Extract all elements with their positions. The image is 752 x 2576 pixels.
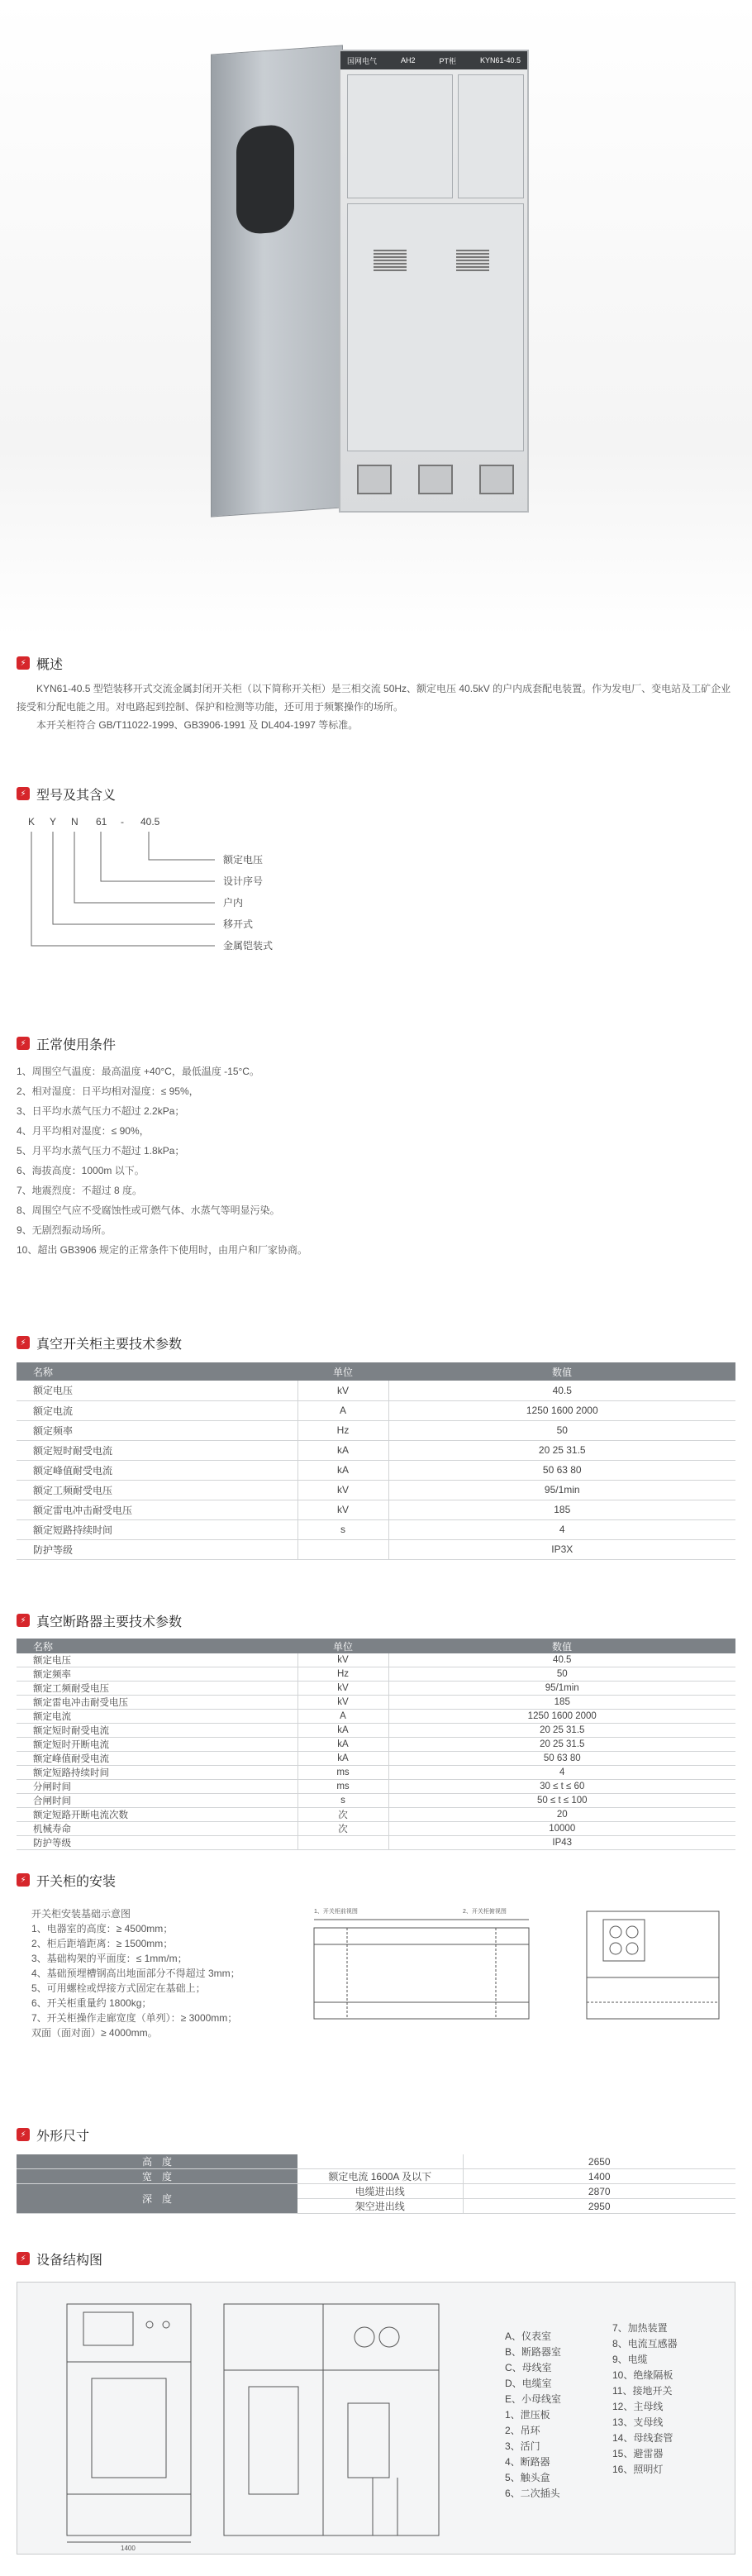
dim-name: 深 度 — [17, 2184, 297, 2214]
table-row — [17, 1836, 735, 1850]
legend-item: 11、接地开关 — [612, 2385, 673, 2397]
legend-item: 4、断路器 — [505, 2456, 550, 2468]
vent-icon — [374, 250, 407, 271]
lightning-icon: ⚡ — [17, 2252, 30, 2265]
param-unit: ms — [297, 1766, 388, 1780]
table-row — [17, 1766, 735, 1780]
lightning-icon: ⚡ — [17, 1037, 30, 1050]
model-char: Y — [50, 816, 57, 828]
install-line: 6、开关柜重量约 1800kg； — [31, 1997, 152, 2009]
lightning-icon: ⚡ — [17, 1873, 30, 1887]
install-line: 7、开关柜操作走廊宽度（单列）：≥ 3000mm； — [31, 2012, 238, 2024]
legend-item: 1、泄压板 — [505, 2409, 550, 2421]
list-item: 3、日平均水蒸气压力不超过 2.2kPa； — [17, 1105, 185, 1117]
dim-condition: 额定电流 1600A 及以下 — [297, 2169, 463, 2184]
param-value: 20 25 31.5 — [388, 1738, 735, 1752]
param-name: 防护等级 — [17, 1539, 297, 1559]
legend-item: 5、触头盒 — [505, 2472, 550, 2483]
param-value: 10000 — [388, 1822, 735, 1836]
drawing-label: 2、开关柜俯视图 — [463, 1909, 507, 1915]
legend-item: 10、绝缘隔板 — [612, 2369, 673, 2381]
param-value: 50 — [388, 1420, 735, 1440]
param-value: 50 63 80 — [388, 1752, 735, 1766]
install-line: 开关柜安装基础示意图 — [31, 1908, 131, 1920]
model-plate: KYN61-40.5 — [479, 56, 521, 64]
brand-label: 国网电气 — [347, 56, 378, 65]
structure-legend-right — [612, 2321, 678, 2478]
table-header: 数值 — [388, 1362, 735, 1381]
param-name: 额定雷电冲击耐受电压 — [17, 1696, 297, 1710]
table-row — [17, 1822, 735, 1836]
legend-item: 8、电流互感器 — [612, 2338, 678, 2349]
param-name: 额定短路持续时间 — [17, 1766, 297, 1780]
instrument-door — [347, 74, 453, 198]
overview-standard: 本开关柜符合 GB/T11022-1999、GB3906-1991 及 DL404-1997 等标准。 — [36, 719, 359, 731]
param-unit — [297, 1836, 388, 1850]
param-unit: s — [297, 1519, 388, 1539]
list-item: 8、周围空气应不受腐蚀性或可燃气体、水蒸气等明显污染。 — [17, 1205, 280, 1216]
param-name: 额定短时耐受电流 — [17, 1724, 297, 1738]
lightning-icon: ⚡ — [17, 1336, 30, 1349]
legend-item: 13、支母线 — [612, 2416, 664, 2428]
install-line: 4、基础预埋槽钢高出地面部分不得超过 3mm； — [31, 1968, 240, 1979]
legend-item: 3、活门 — [505, 2440, 540, 2452]
param-value: 50 ≤ t ≤ 100 — [388, 1794, 735, 1808]
legend-item: B、断路器室 — [505, 2346, 562, 2358]
param-value: 20 25 31.5 — [388, 1440, 735, 1460]
table-row — [17, 1682, 735, 1696]
param-unit: kV — [297, 1500, 388, 1519]
overview-paragraph: KYN61-40.5 型铠装移开式交流金属封闭开关柜（以下简称开关柜）是三相交流 50Hz、额定电压 40.5kV 的户内成套配电装置。作为发电厂、变电站及工矿企业接受和分配电能之用。对电路起到控制、保护和检测等功能，还可用于频繁操作的场所。 — [17, 683, 731, 713]
param-value: 50 — [388, 1667, 735, 1682]
param-value: 20 — [388, 1808, 735, 1822]
vent-icon — [456, 250, 489, 271]
cabinet-top-bar — [340, 51, 527, 69]
section-title: 设备结构图 — [36, 2253, 103, 2268]
param-unit: kV — [297, 1696, 388, 1710]
table-row — [17, 1738, 735, 1752]
legend-item: E、小母线室 — [505, 2393, 562, 2405]
param-name: 合闸时间 — [17, 1794, 297, 1808]
table-row — [17, 1480, 735, 1500]
table-row — [17, 1780, 735, 1794]
install-line: 3、基础构架的平面度：≤ 1mm/m； — [31, 1953, 188, 1964]
install-notes — [31, 1906, 304, 2040]
section-model — [17, 784, 735, 1007]
table-header: 数值 — [388, 1639, 735, 1653]
param-unit: kA — [297, 1440, 388, 1460]
param-value: 185 — [388, 1500, 735, 1519]
hero-product-image — [0, 0, 752, 637]
list-item: 9、无剧烈振动场所。 — [17, 1224, 112, 1236]
param-value: 30 ≤ t ≤ 60 — [388, 1780, 735, 1794]
table-header: 名称 — [17, 1362, 297, 1381]
cable-slot — [418, 465, 453, 494]
model-meaning: 金属铠装式 — [223, 940, 274, 952]
model-char: 40.5 — [140, 816, 160, 828]
install-front-drawing — [297, 1903, 545, 2027]
dim-label: 1400 — [121, 2545, 136, 2552]
section-title: 正常使用条件 — [36, 1038, 117, 1052]
param-value: IP43 — [388, 1836, 735, 1850]
table-row — [17, 1381, 735, 1400]
model-meaning: 额定电压 — [223, 854, 264, 866]
drawing-label: 1、开关柜前视图 — [314, 1909, 358, 1915]
section-title: 真空断路器主要技术参数 — [36, 1615, 183, 1629]
section-structure — [17, 2249, 735, 2563]
param-unit: Hz — [297, 1420, 388, 1440]
table-row — [17, 1460, 735, 1480]
model-char: 61 — [96, 816, 107, 828]
install-side-drawing — [570, 1903, 735, 2027]
model-meaning: 户内 — [223, 897, 244, 909]
table-row — [17, 1653, 735, 1667]
table-row — [17, 1710, 735, 1724]
param-value: 20 25 31.5 — [388, 1724, 735, 1738]
param-name: 额定频率 — [17, 1667, 297, 1682]
table-row — [17, 1500, 735, 1519]
section-vacuum-cabinet — [17, 1333, 735, 1560]
table-row — [17, 1794, 735, 1808]
section-title: 开关柜的安装 — [36, 1874, 117, 1889]
param-name: 额定峰值耐受电流 — [17, 1752, 297, 1766]
param-name: 额定短路持续时间 — [17, 1519, 297, 1539]
param-value: 1250 1600 2000 — [388, 1710, 735, 1724]
param-unit: kA — [297, 1752, 388, 1766]
structure-front-drawing — [42, 2287, 224, 2552]
dim-name: 宽 度 — [17, 2169, 297, 2184]
panel-code: AH2 — [400, 56, 416, 64]
legend-item: 12、主母线 — [612, 2401, 664, 2412]
table-row — [17, 1519, 735, 1539]
section-title: 真空开关柜主要技术参数 — [36, 1337, 183, 1352]
param-name: 机械寿命 — [17, 1822, 297, 1836]
param-value: 1250 1600 2000 — [388, 1400, 735, 1420]
dimensions-table — [17, 2154, 735, 2214]
structure-legend-left — [505, 2329, 561, 2502]
table-row — [17, 1696, 735, 1710]
param-unit: ms — [297, 1780, 388, 1794]
table-row — [17, 1400, 735, 1420]
legend-item: 7、加热装置 — [612, 2322, 668, 2334]
table-header: 单位 — [297, 1639, 388, 1653]
dim-condition — [297, 2154, 463, 2169]
model-char: - — [121, 816, 124, 828]
lightning-icon: ⚡ — [17, 787, 30, 800]
param-unit: kV — [297, 1480, 388, 1500]
param-value: 95/1min — [388, 1480, 735, 1500]
dim-value: 2870 — [463, 2184, 735, 2199]
install-line: 5、可用螺栓或焊接方式固定在基础上； — [31, 1982, 206, 1994]
list-item: 5、月平均水蒸气压力不超过 1.8kPa； — [17, 1145, 185, 1157]
table-row — [17, 1420, 735, 1440]
legend-item: C、母线室 — [505, 2362, 552, 2373]
param-value: 4 — [388, 1519, 735, 1539]
param-unit: 次 — [297, 1808, 388, 1822]
lightning-icon: ⚡ — [17, 2128, 30, 2141]
list-item: 2、相对湿度：日平均相对湿度：≤ 95%， — [17, 1085, 199, 1097]
section-overview — [17, 653, 735, 734]
section-breaker — [17, 1610, 735, 1850]
model-meaning: 移开式 — [223, 918, 254, 930]
table-row — [17, 1808, 735, 1822]
structure-diagram-panel — [17, 2282, 735, 2555]
table-row — [17, 1752, 735, 1766]
list-item: 7、地震烈度：不超过 8 度。 — [17, 1185, 143, 1196]
param-unit: kV — [297, 1653, 388, 1667]
section-conditions — [17, 1033, 735, 1260]
dim-condition: 电缆进出线 — [297, 2184, 463, 2199]
param-unit: kA — [297, 1460, 388, 1480]
legend-item: 9、电缆 — [612, 2354, 648, 2365]
legend-item: 14、母线套管 — [612, 2432, 673, 2444]
table-header: 名称 — [17, 1639, 297, 1653]
lightning-icon: ⚡ — [17, 656, 30, 670]
breaker-door — [347, 203, 524, 451]
param-name: 额定短路开断电流次数 — [17, 1808, 297, 1822]
table-row — [17, 1440, 735, 1460]
cabinet-side — [211, 45, 343, 517]
param-name: 分闸时间 — [17, 1780, 297, 1794]
list-item: 1、周围空气温度：最高温度 +40°C，最低温度 -15°C。 — [17, 1066, 259, 1077]
table-row — [17, 1667, 735, 1682]
param-name: 额定电流 — [17, 1400, 297, 1420]
param-name: 防护等级 — [17, 1836, 297, 1850]
legend-item: 16、照明灯 — [612, 2464, 664, 2475]
param-unit: Hz — [297, 1667, 388, 1682]
install-line: 1、电器室的高度：≥ 4500mm； — [31, 1923, 174, 1934]
legend-item: 2、吊环 — [505, 2425, 540, 2436]
section-install — [17, 1870, 735, 2118]
table-row — [17, 1539, 735, 1559]
model-char: K — [28, 816, 36, 828]
param-unit: 次 — [297, 1822, 388, 1836]
legend-item: A、仪表室 — [505, 2330, 552, 2342]
param-unit: kV — [297, 1682, 388, 1696]
conditions-list — [17, 1061, 735, 1260]
table-header: 单位 — [297, 1362, 388, 1381]
model-diagram — [17, 809, 281, 999]
param-name: 额定峰值耐受电流 — [17, 1460, 297, 1480]
vacuum-cabinet-table — [17, 1362, 735, 1560]
section-title: 概述 — [36, 657, 64, 672]
param-name: 额定电压 — [17, 1381, 297, 1400]
param-name: 额定工频耐受电压 — [17, 1682, 297, 1696]
legend-item: D、电缆室 — [505, 2378, 552, 2389]
param-unit: A — [297, 1400, 388, 1420]
table-row — [17, 1724, 735, 1738]
panel-name: PT柜 — [439, 56, 456, 65]
param-value: IP3X — [388, 1539, 735, 1559]
param-value: 50 63 80 — [388, 1460, 735, 1480]
param-name: 额定短时开断电流 — [17, 1738, 297, 1752]
dim-value: 1400 — [463, 2169, 735, 2184]
param-value: 40.5 — [388, 1381, 735, 1400]
cabinet-front — [339, 50, 529, 513]
list-item: 6、海拔高度：1000m 以下。 — [17, 1165, 145, 1176]
param-name: 额定工频耐受电压 — [17, 1480, 297, 1500]
model-char: N — [71, 816, 79, 828]
install-line: 双面（面对面）≥ 4000mm。 — [31, 2027, 158, 2039]
param-unit: A — [297, 1710, 388, 1724]
param-value: 40.5 — [388, 1653, 735, 1667]
structure-section-drawing — [207, 2287, 455, 2552]
legend-item: 15、避雷器 — [612, 2448, 664, 2459]
param-value: 4 — [388, 1766, 735, 1780]
section-title: 型号及其含义 — [36, 788, 117, 803]
section-title: 外形尺寸 — [36, 2129, 90, 2144]
param-unit — [297, 1539, 388, 1559]
param-name: 额定雷电冲击耐受电压 — [17, 1500, 297, 1519]
section-dimensions — [17, 2125, 735, 2214]
param-value: 185 — [388, 1696, 735, 1710]
control-door — [458, 74, 524, 198]
list-item: 4、月平均相对湿度：≤ 90%， — [17, 1125, 150, 1137]
param-name: 额定频率 — [17, 1420, 297, 1440]
param-unit: kA — [297, 1724, 388, 1738]
dim-value: 2950 — [463, 2199, 735, 2214]
model-meaning: 设计序号 — [223, 875, 264, 887]
fan-icon — [236, 124, 294, 236]
param-unit: kV — [297, 1381, 388, 1400]
list-item: 10、超出 GB3906 规定的正常条件下使用时，由用户和厂家协商。 — [17, 1244, 308, 1256]
dim-value: 2650 — [463, 2154, 735, 2169]
param-unit: s — [297, 1794, 388, 1808]
lightning-icon: ⚡ — [17, 1614, 30, 1627]
param-unit: kA — [297, 1738, 388, 1752]
param-name: 额定短时耐受电流 — [17, 1440, 297, 1460]
legend-item: 6、二次插头 — [505, 2488, 560, 2499]
dim-condition: 架空进出线 — [297, 2199, 463, 2214]
cable-slot — [357, 465, 392, 494]
install-line: 2、柜后距墙距离：≥ 1500mm； — [31, 1938, 174, 1949]
cable-slot — [479, 465, 514, 494]
param-name: 额定电压 — [17, 1653, 297, 1667]
breaker-table — [17, 1639, 735, 1850]
param-value: 95/1min — [388, 1682, 735, 1696]
dim-name: 高 度 — [17, 2154, 297, 2169]
param-name: 额定电流 — [17, 1710, 297, 1724]
